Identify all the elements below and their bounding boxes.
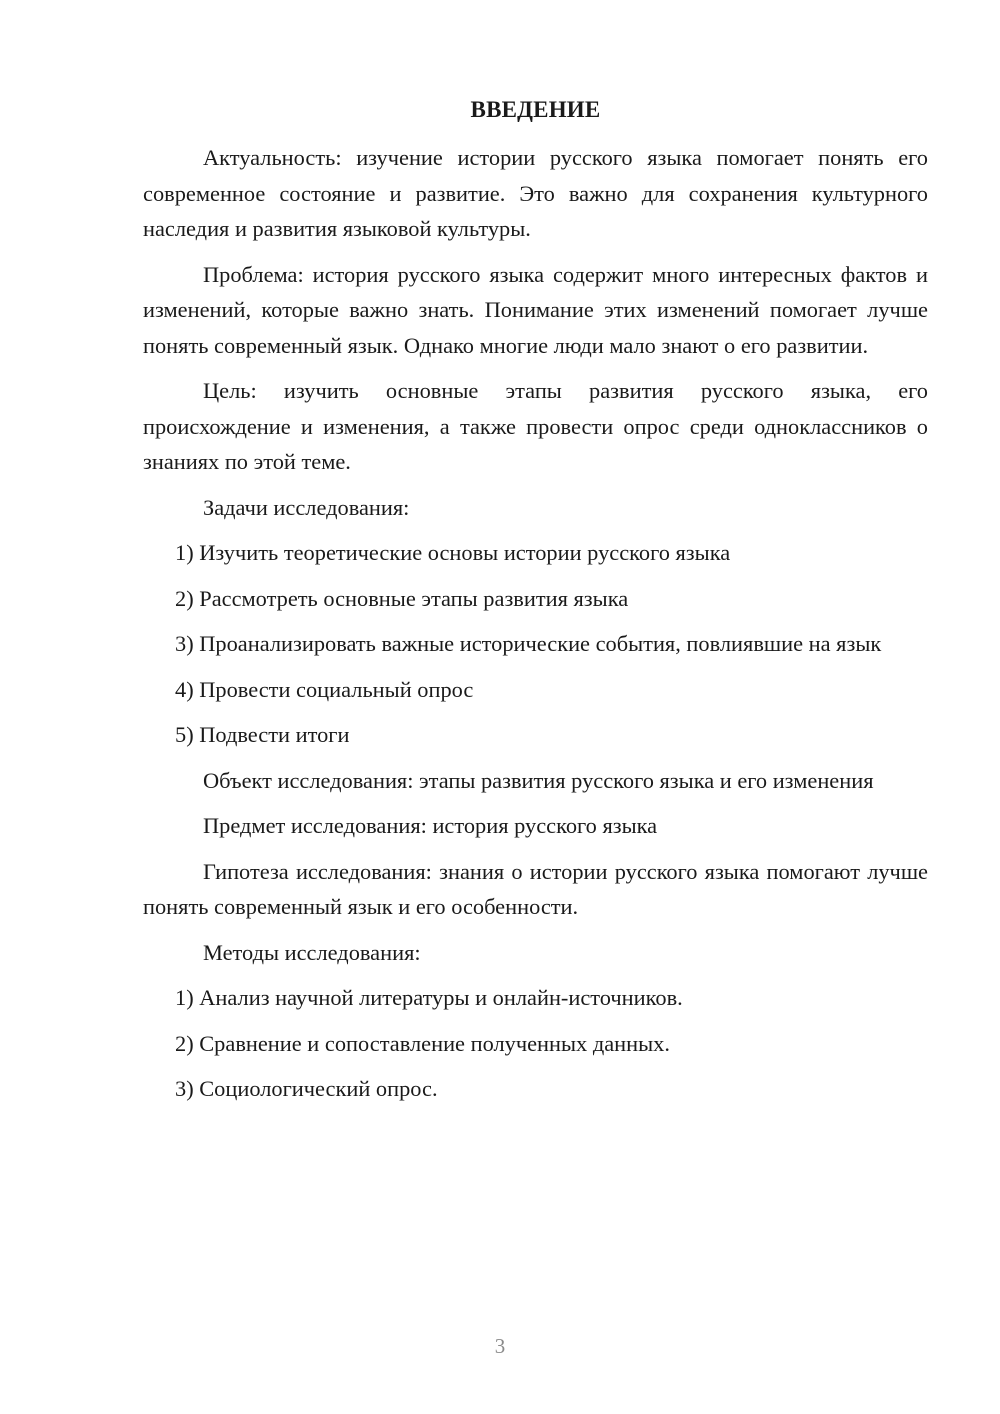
object-paragraph: Объект исследования: этапы развития русского языка и его изменения <box>203 767 874 793</box>
methods-heading: Методы исследования: <box>203 939 421 965</box>
list-item: 4) Провести социальный опрос <box>175 676 474 702</box>
subject-paragraph: Предмет исследования: история русского языка <box>203 813 658 838</box>
hypothesis-paragraph: Гипотеза исследования: знания о истории русского языка помогают лучше понять современный язык и его особенности. <box>143 858 928 919</box>
page-number: 3 <box>494 1334 506 1358</box>
list-item: 2) Рассмотреть основные этапы развития языка <box>175 585 629 611</box>
methods-list <box>143 980 928 1107</box>
list-item: 3) Социологический опрос. <box>175 1076 438 1101</box>
list-item: 1) Изучить теоретические основы истории русского языка <box>175 540 731 565</box>
list-item: 2) Сравнение и сопоставление полученных данных. <box>175 1030 670 1056</box>
tasks-list <box>143 535 928 753</box>
list-item: 3) Проанализировать важные исторические события, повлиявшие на язык <box>175 631 882 656</box>
problem-paragraph: Проблема: история русского языка содержит много интересных фактов и изменений, которые важно знать. Понимание этих изменений помогает лучше понять современный язык. Однако многие люди мало знают о его развитии. <box>143 261 928 358</box>
section-title: ВВЕДЕНИЕ <box>470 97 601 122</box>
list-item: 1) Анализ научной литературы и онлайн-источников. <box>175 985 683 1010</box>
relevance-paragraph: Актуальность: изучение истории русского языка помогает понять его современное состояние и развитие. Это важно для сохранения культурного наследия и развития языковой культуры. <box>143 145 928 241</box>
goal-paragraph: Цель: изучить основные этапы развития русского языка, его происхождение и изменения, а также провести опрос среди одноклассников о знаниях по этой теме. <box>143 378 928 474</box>
list-item: 5) Подвести итоги <box>175 722 350 747</box>
tasks-heading: Задачи исследования: <box>203 494 410 520</box>
document-page <box>143 92 928 1117</box>
